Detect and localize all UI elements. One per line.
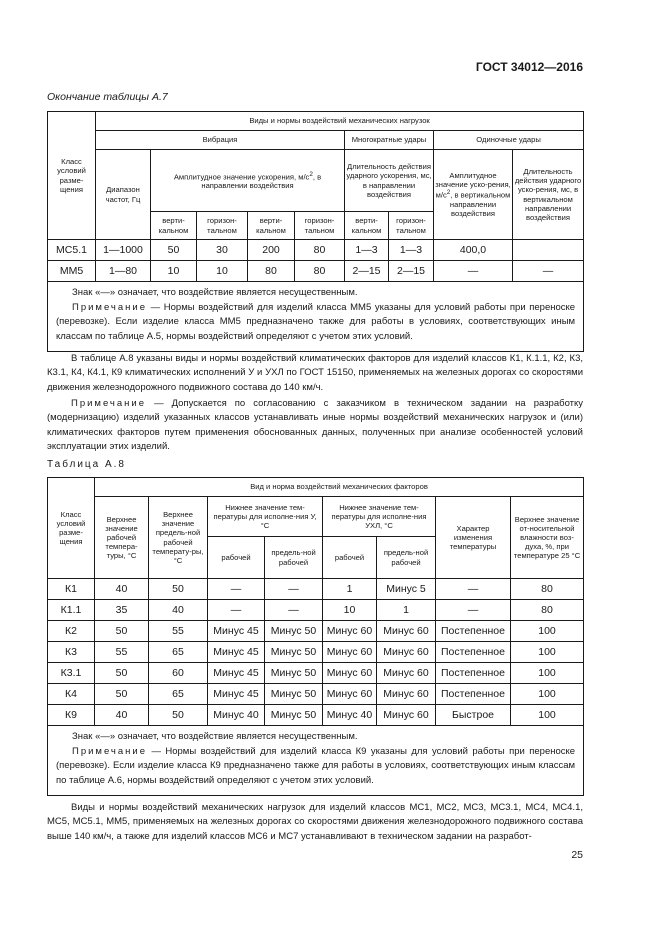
- table-cell: 1: [323, 579, 377, 600]
- header-duration: Длительность действия ударного ускорения, мс, в направлении воздействия: [345, 150, 434, 212]
- table-cell: [513, 240, 584, 261]
- table-cell: 80: [295, 240, 345, 261]
- table-cell: 80: [511, 600, 584, 621]
- header-class: Класс условий разме-щения: [48, 112, 96, 240]
- row-class-cell: К9: [48, 705, 95, 726]
- header-direction: верти-кальном: [151, 212, 197, 240]
- table-cell: 40: [95, 705, 149, 726]
- table-cell: 100: [511, 663, 584, 684]
- header-direction: верти-кальном: [345, 212, 389, 240]
- table-cell: 35: [95, 600, 149, 621]
- header-lower-temp-u: Нижнее значение тем-пературы для исполне-ния У, °С: [208, 497, 323, 537]
- row-class-cell: К4: [48, 684, 95, 705]
- header-working: рабочей: [208, 537, 265, 579]
- table-cell: Минус 60: [377, 663, 436, 684]
- table-cell: 1: [377, 600, 436, 621]
- table-row: [48, 684, 584, 705]
- table-cell: Минус 45: [208, 684, 265, 705]
- table-cell: 50: [95, 621, 149, 642]
- table-cell: 10: [197, 261, 248, 282]
- table-cell: Минус 50: [265, 621, 323, 642]
- table-cell: 200: [248, 240, 295, 261]
- table-cell: Постепенное: [436, 621, 511, 642]
- paragraph-table-a8-intro: В таблице А.8 указаны виды и нормы воздействий климатических факторов для изделий классов К1, К.1.1, К2, К3, К3.1, К4, К4.1, К9 климатических исполнений У и УХЛ по ГОСТ 15150, применяемых на железных дорогах со скоростями движения железнодорожного подвижного состава до 140 км/ч.: [47, 353, 583, 393]
- table-cell: 1—3: [345, 240, 389, 261]
- document-number: ГОСТ 34012—2016: [475, 60, 583, 74]
- table-cell: Минус 60: [377, 642, 436, 663]
- table-cell: Минус 45: [208, 642, 265, 663]
- header-multiple-shocks: Многократные удары: [345, 131, 434, 150]
- table-a7-notes: [48, 282, 584, 352]
- table-cell: 65: [149, 642, 208, 663]
- header-group: Виды и нормы воздействий механических нагрузок: [96, 112, 584, 131]
- table-cell: 2—15: [389, 261, 434, 282]
- header-vibration: Вибрация: [96, 131, 345, 150]
- table-cell: 50: [95, 684, 149, 705]
- header-limit: предель-ной рабочей: [265, 537, 323, 579]
- note: Примечание — Нормы воздействий для изделий класса ММ5 указаны для условий работы при переноске (перевозке). Если изделие класса ММ5 предназначено также для работы в условиях, соответствующих иным классам по таблице А.5, нормы воздействий определяют с учетом этих условий.: [56, 301, 576, 343]
- table-cell: 40: [149, 600, 208, 621]
- table-cell: —: [436, 579, 511, 600]
- row-class-cell: К3: [48, 642, 95, 663]
- table-cell: Минус 45: [208, 663, 265, 684]
- table-cell: Минус 50: [265, 684, 323, 705]
- table-a8-notes: [48, 726, 584, 796]
- table-cell: 50: [149, 705, 208, 726]
- table-cell: —: [436, 600, 511, 621]
- header-class: Класс условий разме-щения: [48, 478, 95, 579]
- table-cell: 65: [149, 684, 208, 705]
- table-cell: —: [434, 261, 513, 282]
- note-sign: Знак «—» означает, что воздействие является несущественным.: [72, 731, 358, 742]
- note: Примечание — Нормы воздействий для изделий класса К9 указаны для условий работы при переноске (перевозке). Если изделие класса К9 предназначено также для работы в условиях, соответствующих иным классам по таблице А.6, нормы воздействий определяют с учетом этих условий.: [56, 745, 576, 787]
- row-class-cell: К2: [48, 621, 95, 642]
- table-cell: 40: [95, 579, 149, 600]
- row-class-cell: К3.1: [48, 663, 95, 684]
- table-cell: —: [208, 600, 265, 621]
- table-cell: Постепенное: [436, 663, 511, 684]
- header-temp-change: Характер изменения температуры: [436, 497, 511, 579]
- table-row: [48, 663, 584, 684]
- table-cell: 1—1000: [96, 240, 151, 261]
- table-cell: 1—80: [96, 261, 151, 282]
- table-cell: 100: [511, 642, 584, 663]
- table-cell: Минус 40: [208, 705, 265, 726]
- table-cell: 100: [511, 621, 584, 642]
- table-cell: Минус 50: [265, 642, 323, 663]
- table-cell: Минус 40: [323, 705, 377, 726]
- header-limit: предель-ной рабочей: [377, 537, 436, 579]
- table-cell: 50: [95, 663, 149, 684]
- table-cell: 80: [295, 261, 345, 282]
- row-class-cell: К1.1: [48, 600, 95, 621]
- table-cell: 2—15: [345, 261, 389, 282]
- table-cell: Минус 60: [377, 705, 436, 726]
- table-cell: Минус 60: [377, 621, 436, 642]
- row-class-cell: МС5.1: [48, 240, 96, 261]
- table-cell: Постепенное: [436, 642, 511, 663]
- header-single-duration: Длительность действия ударного уско-рения, мс, в вертикальном направлении воздействия: [513, 150, 584, 240]
- paragraph-mechanical-loads: Виды и нормы воздействий механических нагрузок для изделий классов МС1, МС2, МС3, МС3.1, МС4, МС4.1, МС5, МС5.1, ММ5, применяемых на железных дорогах со скоростями движения железнодорожного подвижного состава выше 140 км/ч, а также для изделий классов МС6 и МС7 устанавливают в техническом задании на разработ-: [47, 802, 583, 842]
- table-row: [48, 240, 584, 261]
- table-cell: 55: [149, 621, 208, 642]
- table-cell: 100: [511, 684, 584, 705]
- row-class-cell: К1: [48, 579, 95, 600]
- header-upper-limit-temp: Верхнее значение предель-ной рабочей температу-ры, °С: [149, 497, 208, 579]
- table-cell: Минус 60: [323, 621, 377, 642]
- table-row: [48, 705, 584, 726]
- table-cell: Минус 60: [377, 684, 436, 705]
- header-group: Вид и норма воздействий механических факторов: [95, 478, 584, 497]
- table-cell: —: [208, 579, 265, 600]
- table-cell: 80: [511, 579, 584, 600]
- table-row: [48, 621, 584, 642]
- header-frequency: Диапазон частот, Гц: [96, 150, 151, 240]
- header-working: рабочей: [323, 537, 377, 579]
- header-amplitude: Амплитудное значение ускорения, $м/с^2$, в направлении воздействия: [151, 150, 345, 212]
- table-row: [48, 642, 584, 663]
- note-sign: Знак «—» означает, что воздействие является несущественным.: [72, 287, 358, 298]
- table-cell: Минус 50: [265, 705, 323, 726]
- page-number: 25: [571, 849, 583, 861]
- table-cell: Минус 5: [377, 579, 436, 600]
- table-row: [48, 261, 584, 282]
- table-cell: —: [265, 579, 323, 600]
- table-cell: Быстрое: [436, 705, 511, 726]
- header-single-shocks: Одиночные удары: [434, 131, 584, 150]
- table-row: [48, 600, 584, 621]
- table-a8-label: Таблица А.8: [47, 459, 126, 470]
- table-cell: 10: [323, 600, 377, 621]
- table-a7: [47, 111, 584, 352]
- table-cell: Минус 60: [323, 684, 377, 705]
- table-cell: 400,0: [434, 240, 513, 261]
- header-direction: горизон-тальном: [389, 212, 434, 240]
- table-cell: 1—3: [389, 240, 434, 261]
- header-single-amplitude: Амплитудное значение уско-рения, $м/с^2$, в вертикальном направлении воздействия: [434, 150, 513, 240]
- table-cell: 60: [149, 663, 208, 684]
- table-cell: Постепенное: [436, 684, 511, 705]
- table-cell: —: [265, 600, 323, 621]
- header-humidity: Верхнее значение от-носительной влажности воз-духа, %, при температуре 25 °С: [511, 497, 584, 579]
- table-cell: —: [513, 261, 584, 282]
- table-cell: Минус 45: [208, 621, 265, 642]
- row-class-cell: ММ5: [48, 261, 96, 282]
- table-cell: 50: [149, 579, 208, 600]
- table-cell: 100: [511, 705, 584, 726]
- header-lower-temp-uhl: Нижнее значение тем-пературы для исполне-ния УХЛ, °С: [323, 497, 436, 537]
- header-direction: горизон-тальном: [295, 212, 345, 240]
- table-a8: [47, 477, 584, 796]
- table-cell: 80: [248, 261, 295, 282]
- table-cell: 10: [151, 261, 197, 282]
- table-cell: 50: [151, 240, 197, 261]
- paragraph-note: Примечание — Допускается по согласованию с заказчиком в техническом задании на разработку (модернизацию) изделий указанных классов устанавливать иные нормы воздействий механических нагрузок и (или) климатических факторов путем применения обоснованных данных, полученных при анализе особенностей условий эксплуатации этих изделий.: [47, 398, 584, 452]
- table-cell: Минус 50: [265, 663, 323, 684]
- table-cell: Минус 60: [323, 642, 377, 663]
- header-upper-work-temp: Верхнее значение рабочей темпера-туры, °С: [95, 497, 149, 579]
- table-cell: 55: [95, 642, 149, 663]
- table-continuation-title: Окончание таблицы А.7: [47, 91, 168, 103]
- table-cell: Минус 60: [323, 663, 377, 684]
- table-row: [48, 579, 584, 600]
- table-cell: 30: [197, 240, 248, 261]
- header-direction: верти-кальном: [248, 212, 295, 240]
- header-direction: горизон-тальном: [197, 212, 248, 240]
